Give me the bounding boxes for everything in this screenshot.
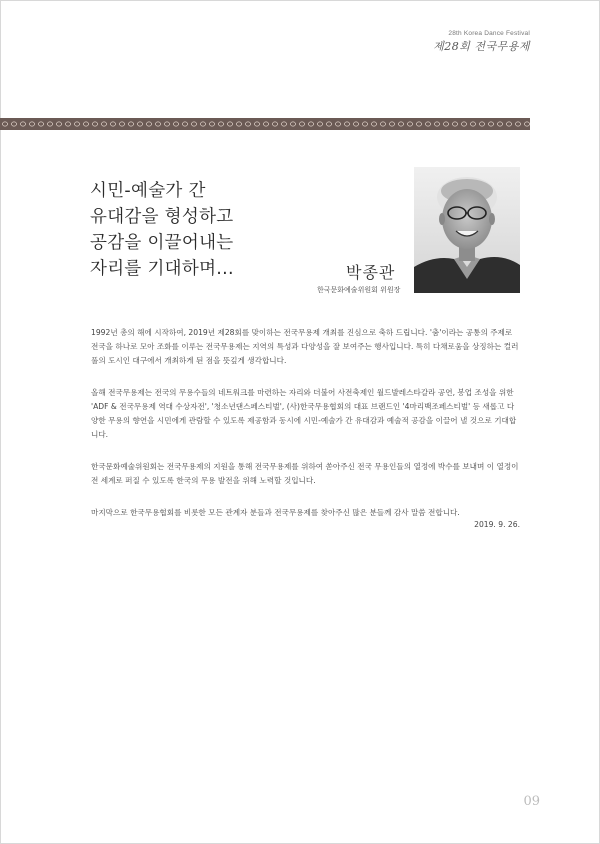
- decorative-pattern-band: [0, 118, 530, 130]
- portrait-image: [414, 167, 520, 293]
- body-paragraph: 올해 전국무용제는 전국의 무용수들의 네트워크를 마련하는 자리와 더불어 사전축제인 월드발레스타갈라 공연, 봉업 조성을 위한 'ADF & 전국무용제 역대 수상자전', '청소년댄스페스티벌', (사)한국무용협회의 대표 브랜드인 '4마리백조페스티벌' 등 새롭고 다양한 무용의 향연을 시민에게 관람할 수 있도록 제공함과 동시에 시민-예술가 간 유대감과 예술적 공감을 이끌어 낼 것으로 기대합니다.: [91, 388, 517, 439]
- headline: [90, 178, 234, 282]
- headline-line: 자리를 기대하며...: [90, 259, 234, 279]
- body-paragraph: 마지막으로 한국무용협회를 비롯한 모든 관계자 분들과 전국무용제를 찾아주신 많은 분들께 감사 말씀 전합니다.: [91, 508, 460, 517]
- page-number: 09: [523, 794, 540, 809]
- headline-line: 시민-예술가 간: [90, 181, 206, 201]
- message-date: 2019. 9. 26.: [474, 520, 520, 529]
- body-paragraph: 한국문화예술위원회는 전국무용제의 지원을 통해 전국무용제를 위하여 쏟아주신 전국 무용인들의 열정에 박수를 보내며 이 열정이 전 세계로 퍼질 수 있도록 한국의 무용 발전을 위해 노력할 것입니다.: [91, 462, 519, 485]
- author-title: 한국문화예술위원회 위원장: [317, 286, 401, 294]
- logo-english-text: 28th Korea Dance Festival: [448, 30, 530, 37]
- festival-logo: [433, 30, 530, 54]
- author-portrait: [414, 167, 520, 293]
- message-body: [91, 326, 521, 538]
- headline-line: 유대감을 형성하고: [90, 207, 234, 227]
- logo-korean-text: 제28회 전국무용제: [433, 40, 530, 53]
- headline-line: 공감을 이끌어내는: [90, 233, 234, 253]
- body-paragraph: 1992년 총의 해에 시작하여, 2019년 제28회를 맞이하는 전국무용제 개최를 진심으로 축하 드립니다. '춤'이라는 공통의 주제로 전국을 하나로 모아 조화를 이루는 전국무용제는 지역의 특성과 다양성을 잘 보여주는 행사입니다. 특히 다채로움을 상징하는 컬러풀의 도시인 대구에서 개최하게 된 점을 뜻깊게 생각합니다.: [91, 328, 519, 365]
- author-signature: 박종관: [346, 263, 396, 282]
